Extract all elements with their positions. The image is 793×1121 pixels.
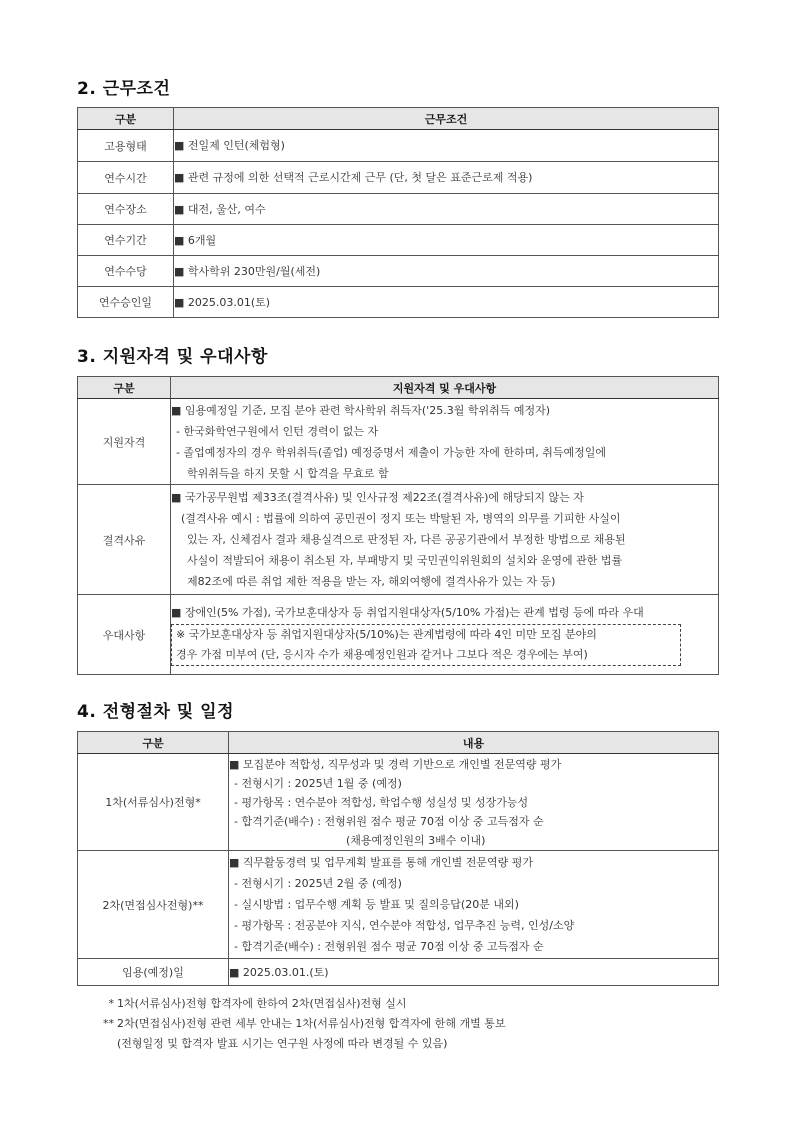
row-content bbox=[171, 485, 719, 595]
table-row bbox=[78, 225, 719, 256]
content-line: ■ 2025.03.01.(토) bbox=[229, 965, 329, 979]
section-title-work-conditions: 2. 근무조건 bbox=[77, 79, 171, 99]
footnote-text: (전형일정 및 합격자 발표 시기는 연구원 사정에 따라 변경될 수 있음) bbox=[117, 1037, 448, 1050]
content-line: - 졸업예정자의 경우 학위취득(졸업) 예정증명서 제출이 가능한 자에 한하며, 취득예정일에 bbox=[176, 445, 607, 459]
row-label: 고용형태 bbox=[78, 130, 174, 162]
content-line: - 평가항목 : 연수분야 적합성, 학업수행 성실성 및 성장가능성 bbox=[234, 795, 529, 809]
content-line: 있는 자, 신체검사 결과 채용실격으로 판정된 자, 다른 공공기관에서 부정한 방법으로 채용된 bbox=[187, 533, 626, 546]
footnote bbox=[100, 1034, 506, 1054]
section-title-qualifications: 3. 지원자격 및 우대사항 bbox=[77, 347, 268, 367]
table-row bbox=[78, 851, 719, 959]
column-header-category: 구분 bbox=[78, 377, 171, 399]
column-header-qualifications: 지원자격 및 우대사항 bbox=[171, 377, 719, 399]
content-line: 학위취득을 하지 못할 시 합격을 무효로 함 bbox=[187, 466, 389, 480]
row-content bbox=[229, 754, 719, 851]
notice-line: 경우 가점 미부여 (단, 응시자 수가 채용예정인원과 같거나 그보다 적은 경우에는 부여) bbox=[176, 647, 588, 661]
table-row bbox=[78, 130, 719, 162]
table-header-row bbox=[78, 108, 719, 130]
footnote bbox=[100, 1014, 506, 1034]
content-line: - 합격기준(배수) : 전형위원 점수 평균 70점 이상 중 고득점자 순 bbox=[234, 814, 544, 828]
selection-process-table bbox=[77, 731, 719, 986]
content-line: - 합격기준(배수) : 전형위원 점수 평균 70점 이상 중 고득점자 순 bbox=[234, 940, 544, 953]
row-label: 1차(서류심사)전형* bbox=[78, 754, 229, 851]
row-content bbox=[229, 959, 719, 986]
content-line: (채용예정인원의 3배수 이내) bbox=[346, 833, 486, 847]
row-content bbox=[174, 130, 719, 162]
table-header-row bbox=[78, 732, 719, 754]
row-content bbox=[171, 399, 719, 485]
row-content bbox=[174, 225, 719, 256]
work-conditions-table bbox=[77, 107, 719, 318]
content-line: ■ 대전, 울산, 여수 bbox=[174, 202, 266, 216]
row-label: 연수기간 bbox=[78, 225, 174, 256]
table-row bbox=[78, 194, 719, 225]
content-line: - 한국화학연구원에서 인턴 경력이 없는 자 bbox=[176, 424, 379, 438]
footnote bbox=[100, 994, 506, 1014]
row-content bbox=[174, 287, 719, 318]
row-label: 우대사항 bbox=[78, 595, 171, 675]
table-row bbox=[78, 485, 719, 595]
table-row bbox=[78, 162, 719, 194]
notice-box bbox=[171, 624, 681, 666]
content-line: ■ 직무활동경력 및 업무계획 발표를 통해 개인별 전문역량 평가 bbox=[229, 856, 534, 869]
content-line: - 실시방법 : 업무수행 계획 등 발표 및 질의응답(20분 내외) bbox=[234, 898, 519, 911]
content-line: ■ 2025.03.01(토) bbox=[174, 295, 271, 309]
row-label: 임용(예정)일 bbox=[78, 959, 229, 986]
qualifications-table bbox=[77, 376, 719, 675]
table-header-row bbox=[78, 377, 719, 399]
content-line: - 평가항목 : 전공분야 지식, 연수분야 적합성, 업무추진 능력, 인성/소양 bbox=[234, 919, 575, 932]
table-row bbox=[78, 595, 719, 675]
content-line: ■ 장애인(5% 가점), 국가보훈대상자 등 취업지원대상자(5/10% 가점)는 관계 법령 등에 따라 우대 bbox=[171, 605, 644, 619]
row-content bbox=[174, 256, 719, 287]
content-line: ■ 6개월 bbox=[174, 233, 217, 247]
content-line: (결격사유 예시 : 법률에 의하여 공민권이 정지 또는 박탈된 자, 병역의 의무를 기피한 사실이 bbox=[181, 512, 621, 525]
row-content bbox=[229, 851, 719, 959]
content-line: ■ 모집분야 적합성, 직무성과 및 경력 기반으로 개인별 전문역량 평가 bbox=[229, 757, 562, 771]
content-line: - 전형시기 : 2025년 2월 중 (예정) bbox=[234, 877, 402, 890]
table-row bbox=[78, 287, 719, 318]
row-label: 결격사유 bbox=[78, 485, 171, 595]
row-label: 연수승인일 bbox=[78, 287, 174, 318]
footnote-text: 2차(면접심사)전형 관련 세부 안내는 1차(서류심사)전형 합격자에 한해 개별 통보 bbox=[117, 1017, 506, 1030]
row-content bbox=[174, 194, 719, 225]
content-line: ■ 전일제 인턴(체험형) bbox=[174, 139, 285, 152]
table-row bbox=[78, 256, 719, 287]
footnotes bbox=[100, 994, 506, 1054]
content-line: 사실이 적발되어 채용이 취소된 자, 부패방지 및 국민권익위원회의 설치와 운영에 관한 법률 bbox=[187, 554, 623, 567]
content-line: ■ 관련 규정에 의한 선택적 근로시간제 근무 (단, 첫 달은 표준근로제 적용) bbox=[174, 171, 533, 184]
column-header-conditions: 근무조건 bbox=[174, 108, 719, 130]
content-line: ■ 학사학위 230만원/월(세전) bbox=[174, 264, 321, 278]
column-header-category: 구분 bbox=[78, 732, 229, 754]
row-label: 연수장소 bbox=[78, 194, 174, 225]
row-label: 지원자격 bbox=[78, 399, 171, 485]
notice-line: ※ 국가보훈대상자 등 취업지원대상자(5/10%)는 관계법령에 따라 4인 미만 모집 분야의 bbox=[176, 627, 597, 641]
content-line: ■ 국가공무원법 제33조(결격사유) 및 인사규정 제22조(결격사유)에 해당되지 않는 자 bbox=[171, 491, 584, 504]
footnote-text: 1차(서류심사)전형 합격자에 한하여 2차(면접심사)전형 실시 bbox=[117, 997, 407, 1010]
table-row bbox=[78, 399, 719, 485]
column-header-category: 구분 bbox=[78, 108, 174, 130]
column-header-content: 내용 bbox=[229, 732, 719, 754]
row-content bbox=[171, 595, 719, 675]
footnote-mark: ** bbox=[103, 1017, 114, 1030]
row-content bbox=[174, 162, 719, 194]
section-title-selection-process: 4. 전형절차 및 일정 bbox=[77, 702, 234, 722]
footnote-mark: * bbox=[108, 997, 114, 1010]
table-row bbox=[78, 754, 719, 851]
table-row bbox=[78, 959, 719, 986]
content-line: - 전형시기 : 2025년 1월 중 (예정) bbox=[234, 776, 402, 790]
content-line: ■ 임용예정일 기준, 모집 분야 관련 학사학위 취득자('25.3월 학위취득 예정자) bbox=[171, 403, 550, 417]
row-label: 2차(면접심사전형)** bbox=[78, 851, 229, 959]
content-line: 제82조에 따른 취업 제한 적용을 받는 자, 해외여행에 결격사유가 있는 자 등) bbox=[187, 575, 556, 588]
row-label: 연수시간 bbox=[78, 162, 174, 194]
row-label: 연수수당 bbox=[78, 256, 174, 287]
